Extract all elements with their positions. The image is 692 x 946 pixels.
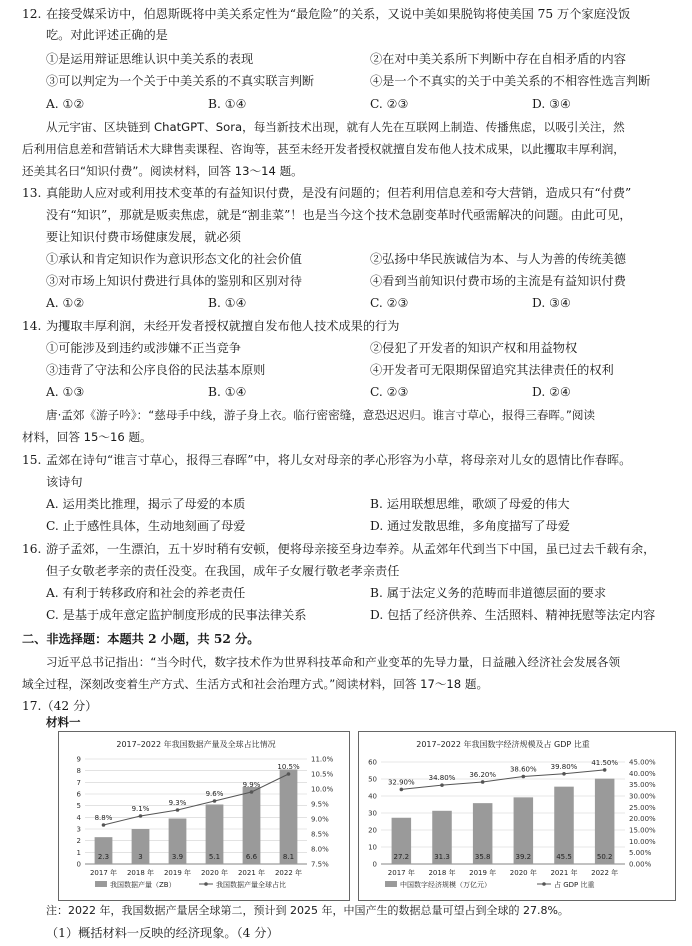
reading-material: 还美其名曰“知识付费”。阅读材料，回答 13～14 题。 — [22, 164, 303, 178]
line-point — [287, 772, 291, 776]
bar-data-label: 3.9 — [171, 853, 184, 861]
y2-tick-label: 5.00% — [629, 849, 652, 858]
section-heading: 二、非选择题：本题共 2 小题，共 52 分。 — [22, 632, 260, 646]
y-tick-label: 2 — [76, 837, 81, 846]
statement-option: ②在对中美关系所下判断中存在自相矛盾的内容 — [370, 52, 626, 66]
sub-question: （1）概括材料一反映的经济现象。（4 分） — [46, 926, 279, 940]
y2-tick-label: 11.0% — [311, 755, 334, 764]
answer-choice-a: A. ①③ — [46, 385, 85, 399]
question-stem: 为攫取丰厚利润，未经开发者授权就擅自发布他人技术成果的行为 — [46, 319, 400, 333]
question-stem: 孟郊在诗句“谁言寸草心，报得三春晖”中，将儿女对母亲的孝心形容为小草，将母亲对儿女的恩情比作春晖。 — [46, 453, 632, 467]
answer-choice-d: D. 包括了经济供养、生活照料、精神抚慰等法定内容 — [370, 608, 656, 622]
bar-data-label: 31.3 — [434, 853, 450, 861]
chart-data-output — [58, 731, 350, 901]
legend-swatch-point — [204, 882, 208, 886]
y-tick-label: 5 — [76, 802, 81, 811]
bar-data-label: 8.1 — [282, 853, 295, 861]
answer-choice-b: B. ①④ — [208, 385, 247, 399]
answer-choice-c: C. ②③ — [370, 385, 409, 399]
question-number: 16. — [22, 542, 42, 556]
reading-material: 材料，回答 15～16 题。 — [22, 430, 152, 444]
y-tick-label: 6 — [76, 790, 81, 799]
y2-tick-label: 7.5% — [311, 860, 329, 869]
x-tick-label: 2018 年 — [428, 869, 456, 877]
x-tick-label: 2021 年 — [237, 869, 266, 877]
answer-choice-d: D. ③④ — [532, 97, 571, 111]
answer-choice-a: A. ①② — [46, 97, 85, 111]
legend-swatch-bar — [385, 881, 397, 887]
x-tick-label: 2021 年 — [550, 869, 578, 877]
y2-tick-label: 45.00% — [629, 758, 656, 767]
question-stem: 真能助人应对或利用技术变革的有益知识付费，是没有问题的；但若利用信息差和夸大营销，造成只有“付费” — [46, 186, 632, 200]
y-tick-label: 50 — [368, 775, 377, 784]
line-data-label: 9.1% — [131, 805, 150, 813]
x-tick-label: 2022 年 — [274, 869, 303, 877]
y-tick-label: 60 — [368, 758, 377, 767]
legend-swatch-point — [542, 882, 546, 886]
chart-digital-economy — [358, 731, 676, 901]
answer-choice-c: C. 是基于成年意定监护制度形成的民事法律关系 — [46, 608, 307, 622]
y-tick-label: 9 — [76, 755, 81, 764]
line-data-label: 36.20% — [469, 770, 497, 779]
y-tick-label: 10 — [368, 843, 377, 852]
question-number: 15. — [22, 453, 42, 467]
statement-option: ③违背了守法和公序良俗的民法基本原则 — [46, 363, 266, 377]
statement-option: ③对市场上知识付费进行具体的鉴别和区别对待 — [46, 274, 302, 288]
y2-tick-label: 10.5% — [311, 770, 334, 779]
answer-choice-c: C. ②③ — [370, 97, 409, 111]
answer-choice-c: C. ②③ — [370, 296, 409, 310]
statement-option: ④开发者可无限期保留追究其法律责任的权利 — [370, 363, 614, 377]
line-point — [522, 775, 526, 779]
y-tick-label: 20 — [368, 826, 377, 835]
answer-choice-b: B. 属于法定义务的范畴而非道德层面的要求 — [370, 586, 607, 600]
answer-choice-b: B. 运用联想思维，歌颂了母爱的伟大 — [370, 497, 570, 511]
reading-material: 习近平总书记指出：“当今时代，数字技术作为世界科技革命和产业变革的先导力量，日益融入经济社会发展各领 — [46, 655, 621, 669]
question-stem: 没有“知识”，那就是贩卖焦虑，就是“割韭菜”！也是当今这个技术急剧变革时代亟需解决的问题。由此可见， — [46, 208, 632, 222]
y2-tick-label: 0.00% — [629, 860, 652, 869]
legend-label: 中国数字经济规模（万亿元） — [400, 881, 491, 889]
answer-choice-b: B. ①④ — [208, 296, 247, 310]
bar-data-label: 2.3 — [97, 853, 110, 861]
statement-option: ④是一个不真实的关于中美关系的不相容性选言判断 — [370, 74, 651, 88]
x-tick-label: 2020 年 — [509, 869, 537, 877]
x-tick-label: 2020 年 — [200, 869, 229, 877]
chart-title: 2017–2022 年我国数据产量及全球占比情况 — [116, 740, 276, 749]
y-tick-label: 0 — [372, 860, 377, 869]
answer-choice-d: D. 通过发散思维，多角度描写了母爱 — [370, 519, 570, 533]
statement-option: ②弘扬中华民族诚信为本、与人为善的传统美德 — [370, 252, 626, 266]
y-tick-label: 3 — [76, 825, 81, 834]
y-tick-label: 0 — [76, 860, 81, 869]
y-tick-label: 7 — [76, 778, 81, 787]
line-data-label: 32.90% — [387, 778, 415, 787]
line-point — [102, 823, 106, 827]
answer-choice-a: A. 运用类比推理，揭示了母爱的本质 — [46, 497, 246, 511]
bar-data-label: 6.6 — [245, 853, 258, 861]
line-data-label: 10.5% — [277, 763, 300, 771]
line-point — [603, 768, 607, 772]
line-point — [250, 790, 254, 794]
line-data-label: 38.60% — [509, 765, 537, 774]
line-point — [176, 808, 180, 812]
bar-data-label: 3 — [138, 853, 143, 861]
line-data-label: 8.8% — [94, 814, 113, 822]
x-tick-label: 2018 年 — [126, 869, 155, 877]
y2-tick-label: 8.0% — [311, 845, 329, 854]
line-data-label: 9.3% — [168, 799, 187, 807]
line-point — [440, 783, 444, 787]
line-data-label: 9.6% — [205, 790, 224, 798]
statement-option: ②侵犯了开发者的知识产权和用益物权 — [370, 341, 578, 355]
reading-material: 从元宇宙、区块链到 ChatGPT、Sora，每当新技术出现，就有人先在互联网上制造、传播焦虑，以吸引关注，然 — [46, 120, 625, 134]
answer-choice-c: C. 止于感性具体，生动地刻画了母爱 — [46, 519, 246, 533]
answer-choice-d: D. ③④ — [532, 296, 571, 310]
y-tick-label: 4 — [76, 813, 81, 822]
statement-option: ③可以判定为一个关于中美关系的不真实联言判断 — [46, 74, 315, 88]
line-data-label: 41.50% — [591, 758, 619, 767]
bar-data-label: 50.2 — [596, 853, 613, 861]
question-stem: 但子女敬老孝亲的责任没变。在我国，成年子女履行敬老孝亲责任 — [46, 564, 400, 578]
y2-tick-label: 20.00% — [629, 815, 656, 824]
y-tick-label: 30 — [368, 809, 377, 818]
y2-tick-label: 9.0% — [311, 815, 329, 824]
question-stem: 吃。对此评述正确的是 — [46, 28, 168, 42]
line-point — [139, 814, 143, 818]
reading-material: 唐·孟郊《游子吟》：“慈母手中线，游子身上衣。临行密密缝，意恐迟迟归。谁言寸草心，报得三春晖。”阅读 — [46, 408, 596, 422]
question-number: 14. — [22, 319, 42, 333]
y2-tick-label: 35.00% — [629, 781, 656, 790]
legend-label: 我国数据产量（ZB） — [110, 881, 176, 889]
x-tick-label: 2017 年 — [89, 869, 118, 877]
y2-tick-label: 10.0% — [311, 785, 334, 794]
line-point — [562, 772, 566, 776]
question-number: 13. — [22, 186, 42, 200]
question-stem: 在接受媒采访中，伯恩斯既将中美关系定性为“最危险”的关系，又说中美如果脱钩将使美国 75 万个家庭没饭 — [46, 7, 631, 21]
statement-option: ④看到当前知识付费市场的主流是有益知识付费 — [370, 274, 626, 288]
y2-tick-label: 9.5% — [311, 800, 329, 809]
material-label: 材料一 — [46, 715, 81, 729]
y2-tick-label: 30.00% — [629, 792, 656, 801]
line-data-label: 9.9% — [242, 781, 261, 789]
bar-data-label: 27.2 — [393, 853, 410, 861]
legend-swatch-bar — [95, 881, 107, 887]
question-stem: 要让知识付费市场健康发展，就必须 — [46, 230, 241, 244]
bar-data-label: 39.2 — [515, 853, 532, 861]
question-stem: 游子孟郊，一生漂泊，五十岁时稍有安顿，便将母亲接至身边奉养。从孟郊年代到当下中国，虽已过去千载有余， — [46, 542, 656, 556]
line-data-label: 34.80% — [428, 774, 456, 783]
y2-tick-label: 25.00% — [629, 803, 656, 812]
bar — [280, 770, 298, 865]
chart-title: 2017–2022 年我国数字经济规模及占 GDP 比重 — [416, 740, 590, 749]
statement-option: ①可能涉及到违约或涉嫌不正当竞争 — [46, 341, 241, 355]
y2-tick-label: 40.00% — [629, 769, 656, 778]
x-tick-label: 2019 年 — [163, 869, 192, 877]
y2-tick-label: 10.00% — [629, 837, 656, 846]
y-tick-label: 40 — [368, 792, 377, 801]
y2-tick-label: 15.00% — [629, 826, 656, 835]
y2-tick-label: 8.5% — [311, 830, 329, 839]
line-data-label: 39.80% — [550, 762, 578, 771]
line-point — [481, 780, 485, 784]
reading-material: 后利用信息差和营销话术大肆售卖课程、咨询等，甚至未经开发者授权就擅自发布他人技术成果，以此攫取丰厚利润， — [22, 142, 625, 156]
line-point — [400, 788, 404, 792]
x-tick-label: 2022 年 — [591, 869, 619, 877]
y-tick-label: 1 — [76, 848, 81, 857]
y-tick-label: 8 — [76, 767, 81, 776]
statement-option: ①是运用辩证思维认识中美关系的表现 — [46, 52, 254, 66]
line-point — [213, 799, 217, 803]
legend-label: 我国数据产量全球占比 — [216, 881, 286, 889]
question-number: 12. — [22, 7, 42, 21]
answer-choice-a: A. 有利于转移政府和社会的养老责任 — [46, 586, 246, 600]
chart-note: 注：2022 年，我国数据产量居全球第二，预计到 2025 年，中国产生的数据总量可望占到全球的 27.8%。 — [46, 904, 569, 917]
reading-material: 域全过程，深刻改变着生产方式、生活方式和社会治理方式。”阅读材料，回答 17～18 题。 — [22, 677, 489, 691]
bar-data-label: 5.1 — [208, 853, 221, 861]
question-stem: 该诗句 — [46, 475, 83, 489]
answer-choice-a: A. ①② — [46, 296, 85, 310]
answer-choice-b: B. ①④ — [208, 97, 247, 111]
bar-data-label: 45.5 — [556, 853, 572, 861]
statement-option: ①承认和肯定知识作为意识形态文化的社会价值 — [46, 252, 302, 266]
x-tick-label: 2019 年 — [469, 869, 497, 877]
legend-label: 占 GDP 比重 — [554, 881, 595, 889]
question-number: 17.（42 分） — [22, 699, 98, 713]
bar — [595, 779, 615, 864]
x-tick-label: 2017 年 — [387, 869, 415, 877]
bar-data-label: 35.8 — [474, 853, 491, 861]
answer-choice-d: D. ②④ — [532, 385, 571, 399]
